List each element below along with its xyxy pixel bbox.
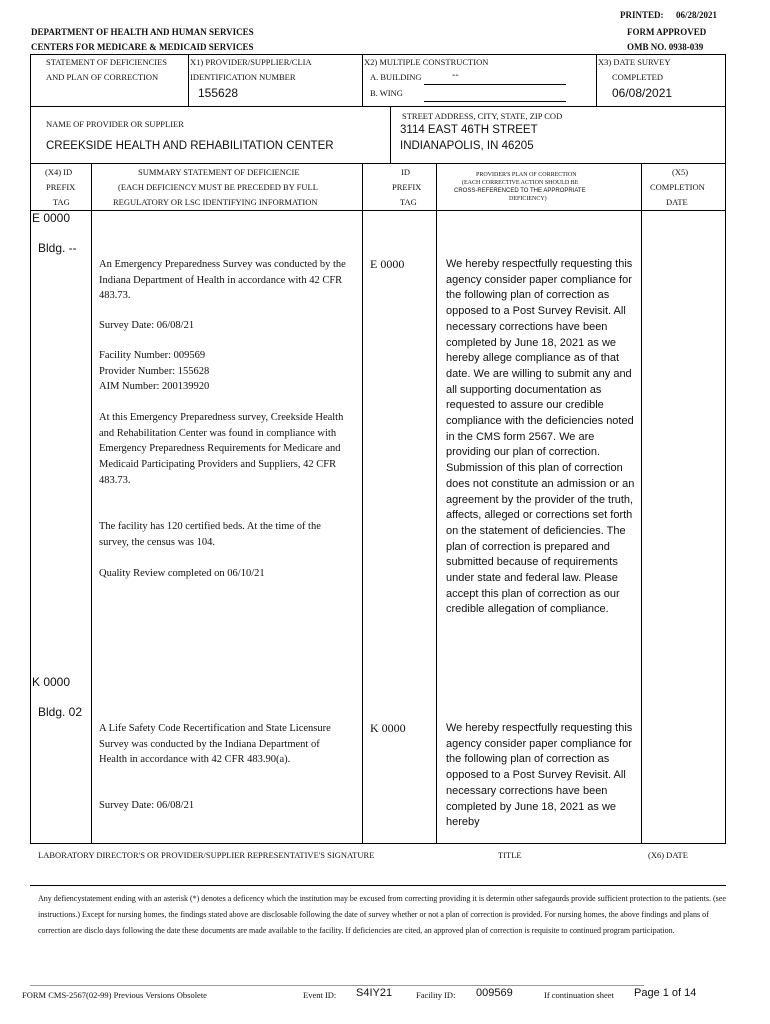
continuation-label: If continuation sheet bbox=[544, 990, 614, 1000]
date-survey-label-2: COMPLETED bbox=[612, 72, 663, 82]
facility-id-value: 009569 bbox=[476, 987, 513, 999]
building-value: -- bbox=[452, 70, 459, 81]
plan-tag: E 0000 bbox=[370, 257, 405, 271]
plan-of-correction-text: We hereby respectfully requesting this agency consider paper compliance for the following plan of correction as opposed to a Post Survey Revisit. All necessary corrections have been completed by June 18, 2021 as we hereby bbox=[446, 722, 633, 829]
col-plan-note-3: DEFICIENCY) bbox=[509, 196, 547, 202]
deficiency-tag: E 0000 bbox=[32, 211, 71, 225]
summary-facility-ids: Facility Number: 009569 Provider Number: 155628 AIM Number: 200139920 bbox=[99, 350, 210, 393]
col-summary-note-2: REGULATORY OR LSC IDENTIFYING INFORMATION bbox=[113, 197, 318, 207]
plan-tag: K 0000 bbox=[370, 721, 406, 735]
date-survey-value: 06/08/2021 bbox=[612, 86, 673, 100]
col-x5-date: DATE bbox=[666, 197, 688, 207]
summary-paragraph: Survey Date: 06/08/21 bbox=[99, 800, 195, 811]
event-id-label: Event ID: bbox=[303, 990, 337, 1000]
col-plan-note-2: CROSS-REFERENCED TO THE APPROPRIATE bbox=[454, 188, 586, 194]
x6-date-label: (X6) DATE bbox=[648, 850, 688, 860]
plan-of-correction-text: We hereby respectfully requesting this agency consider paper compliance for the following plan of correction as opposed to a Post Survey Revisit. All necessary corrections have been completed by June 18, 2021 as we hereby allege compliance as of that date. We are willing to submit any and all supporting documentation as requested to assure our credible compliance with the deficiencies noted in the CMS form 2567. We are providing our plan of correction. Submission of this plan of correction does not constitute an admission or an agreement by the provider of the truth, affects, alleged or corrections set forth on the statement of deficiencies. The plan of correction is prepared and submitted because of requirements under state and federal law. Please accept this plan of correction as our credible allegation of compliance. bbox=[446, 258, 635, 616]
col-id: ID bbox=[401, 167, 410, 177]
summary-paragraph: The facility has 120 certified beds. At the time of the survey, the census was 104. bbox=[99, 521, 321, 548]
statement-label-2: AND PLAN OF CORRECTION bbox=[46, 72, 159, 82]
col-id-prefix: PREFIX bbox=[392, 182, 422, 192]
provider-id-label-2: IDENTIFICATION NUMBER bbox=[190, 72, 296, 82]
facility-id-label: Facility ID: bbox=[416, 990, 456, 1000]
col-x5: (X5) bbox=[672, 167, 689, 177]
provider-name-label: NAME OF PROVIDER OR SUPPLIER bbox=[46, 119, 184, 129]
page-number: Page 1 of 14 bbox=[634, 987, 697, 999]
address-label: STREET ADDRESS, CITY, STATE, ZIP COD bbox=[402, 111, 563, 121]
col-plan-note: (EACH CORRECTIVE ACTION SHOULD BE bbox=[462, 180, 579, 186]
col-x4-tag: TAG bbox=[53, 197, 70, 207]
printed-date: 06/28/2021 bbox=[676, 10, 718, 20]
omb-number: OMB NO. 0938-039 bbox=[627, 42, 704, 52]
department-name: DEPARTMENT OF HEALTH AND HUMAN SERVICES bbox=[31, 27, 254, 37]
summary-paragraph: At this Emergency Preparedness survey, Creekside Health and Rehabilitation Center was found in compliance with Emergency Preparedness Requirements for Medicare and Medicaid Participating Providers and Suppliers, 42 CFR 483.73. bbox=[99, 412, 344, 486]
col-summary-note: (EACH DEFICIENCY MUST BE PRECEDED BY FULL bbox=[118, 182, 318, 192]
disclaimer-footnote: Any defiencystatement ending with an asterisk (*) denotes a deficency which the institution may be excused from correcting providing it is determin other safegaurds provide sufficient protection to the patients. (see instructions.) Except for nursing homes, the findings stated above are disclosable following the date of survey whether or not a plan of correction is provided. For nursing homes, the above findings and plans of correction are disclo days following the date these documents are made available to the facility. If deficiencies are cited, an approved plan of correction is requisite to continued program participation. bbox=[38, 894, 726, 935]
provider-name: CREEKSIDE HEALTH AND REHABILITATION CENTER bbox=[46, 140, 334, 152]
form-number: FORM CMS-2567(02-99) Previous Versions Obsolete bbox=[22, 990, 207, 1000]
provider-id-label: X1) PROVIDER/SUPPLIER/CLIA bbox=[190, 57, 312, 67]
col-x4-id: (X4) ID bbox=[45, 167, 73, 177]
event-id-value: S4IY21 bbox=[356, 987, 393, 999]
summary-paragraph: Survey Date: 06/08/21 bbox=[99, 320, 195, 331]
col-id-tag: TAG bbox=[400, 197, 417, 207]
address-line-1: 3114 EAST 46TH STREET bbox=[400, 124, 538, 136]
building-designation: Bldg. 02 bbox=[38, 705, 83, 719]
address-line-2: INDIANAPOLIS, IN 46205 bbox=[400, 140, 534, 152]
title-label: TITLE bbox=[498, 850, 522, 860]
signature-label: LABORATORY DIRECTOR'S OR PROVIDER/SUPPLIER REPRESENTATIVE'S SIGNATURE bbox=[38, 850, 375, 860]
deficiency-tag: K 0000 bbox=[32, 675, 71, 689]
summary-paragraph: An Emergency Preparedness Survey was conducted by the Indiana Department of Health in accordance with 42 CFR 483.73. bbox=[99, 259, 346, 302]
building-label: A. BUILDING bbox=[370, 72, 422, 82]
form-approved: FORM APPROVED bbox=[627, 27, 707, 37]
date-survey-label: X3) DATE SURVEY bbox=[598, 57, 671, 67]
provider-number: 155628 bbox=[198, 86, 239, 100]
col-x5-completion: COMPLETION bbox=[650, 182, 705, 192]
col-plan-title: PROVIDER'S PLAN OF CORRECTION bbox=[476, 172, 577, 178]
statement-label: STATEMENT OF DEFICIENCIES bbox=[46, 57, 168, 67]
multiple-construction-label: X2) MULTIPLE CONSTRUCTION bbox=[364, 57, 489, 67]
printed-label: PRINTED: bbox=[620, 10, 664, 20]
centers-name: CENTERS FOR MEDICARE & MEDICAID SERVICES bbox=[31, 42, 254, 52]
building-designation: Bldg. -- bbox=[38, 241, 77, 255]
summary-paragraph: A Life Safety Code Recertification and State Licensure Survey was conducted by the Indiana Department of Health in accordance with 42 CFR 483.90(a). bbox=[99, 723, 331, 766]
wing-label: B. WING bbox=[370, 88, 403, 98]
col-x4-prefix: PREFIX bbox=[46, 182, 76, 192]
col-summary-title: SUMMARY STATEMENT OF DEFICIENCIE bbox=[138, 167, 300, 177]
summary-paragraph: Quality Review completed on 06/10/21 bbox=[99, 568, 265, 579]
